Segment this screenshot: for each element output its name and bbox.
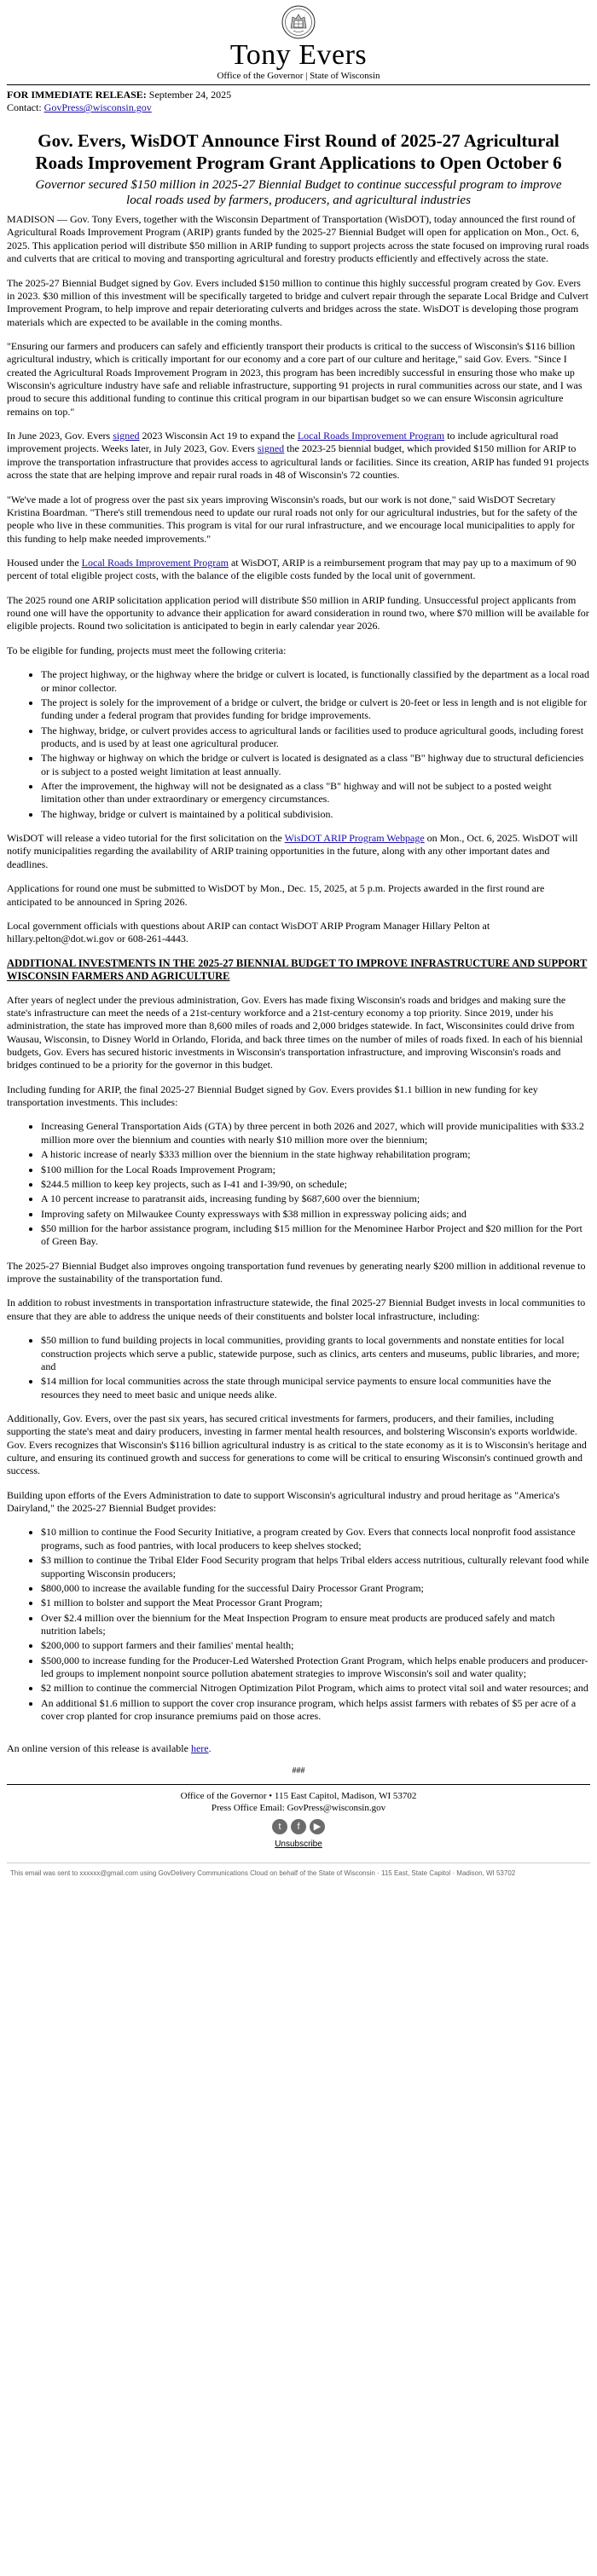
- headline: Gov. Evers, WisDOT Announce First Round of 2025-27 Agricultural Roads Improvement Program Grant Applications to Open October 6: [35, 130, 562, 174]
- contact-label: Contact:: [7, 101, 42, 114]
- list-item: • The highway, bridge or culvert is maintained by a political subdivision.: [41, 808, 590, 821]
- unsubscribe-link[interactable]: Unsubscribe: [275, 1839, 322, 1849]
- governor-name: Tony Evers: [229, 39, 368, 71]
- list-item: • $244.5 million to keep key projects, such as I-41 and I-39/90, on schedule;: [41, 1178, 590, 1191]
- footer-divider: [7, 1784, 590, 1785]
- paragraph-local-intro: In addition to robust investments in transportation infrastructure statewide, the final 2025-27 Biennial Budget invests in local communities to ensure that they are able to address the unique needs of their constituents and bolster local infrastructure, including:: [7, 1297, 586, 1322]
- paragraph-round-one: The 2025 round one ARIP solicitation application period will distribute $50 million in ARIP funding. Unsuccessful project applicants from round one will have the opportunity to advance their application for award consideration in round two, where $70 million will be available for eligible projects. Round two solicitation is anticipated to begin in early calendar year 2026.: [7, 593, 589, 632]
- office-subtitle: Office of the Governor | State of Wisconsin: [217, 71, 380, 81]
- list-item: • Increasing General Transportation Aids (GTA) by three percent in both 2026 and 2027, which will provide municipalities with $33.2 million more over the biennium and counties with nearly $10 million more over the biennium;: [41, 1120, 590, 1146]
- list-item: • Improving safety on Milwaukee County expressways with $38 million in expressway policing aids; and: [41, 1208, 590, 1221]
- wisconsin-state-seal-icon: [281, 5, 316, 39]
- footer-press-email: Press Office Email: GovPress@wisconsin.gov: [211, 1802, 386, 1813]
- email-disclaimer: This email was sent to xxxxxx@gmail.com using GovDelivery Communications Cloud on behalf of the State of Wisconsin · 115 East, State Capitol · Madison, WI 53702: [7, 1863, 590, 1883]
- text-span: Housed under the: [7, 556, 82, 569]
- release-meta: [7, 89, 590, 114]
- paragraph-program-details: [7, 557, 590, 583]
- list-item: • A historic increase of nearly $333 million over the biennium in the state highway rehabilitation program;: [41, 1148, 590, 1161]
- section-heading: ADDITIONAL INVESTMENTS IN THE 2025-27 BIENNIAL BUDGET TO IMPROVE INFRASTRUCTURE AND SUPPORT WISCONSIN FARMERS AND AGRICULTURE: [7, 956, 588, 982]
- list-item: • $3 million to continue the Tribal Elder Food Security program that helps Tribal elders access nutritious, culturally relevant food while supporting Wisconsin producers;: [41, 1554, 590, 1580]
- list-item: • The project is solely for the improvement of a bridge or culvert, the bridge or culvert is 20-feet or less in length and is not eligible for funding under a federal program that provides funding for bridge improvements.: [41, 696, 590, 723]
- list-item: • Over $2.4 million over the biennium for the Meat Inspection Program to ensure meat products are produced safely and match nutrition labels;: [41, 1612, 590, 1638]
- list-item: • $800,000 to increase the available funding for the successful Dairy Processor Grant Program;: [41, 1582, 590, 1595]
- local-roads-program-link-2[interactable]: Local Roads Improvement Program: [81, 556, 229, 569]
- paragraph-intro: MADISON — Gov. Tony Evers, together with the Wisconsin Department of Transportation (WisDOT), today announced the first round of Agricultural Roads Improvement Program (ARIP) grants funded by the 2025-27 Biennial Budget will open for application on Mon., Oct. 6, 2025. This application period will distribute $50 million in ARIP funding to support projects across the state focused on improving rural roads and culverts that are critical to moving and transporting agricultural and forestry products efficiently and effectively across the state.: [7, 213, 589, 265]
- contact-email-link[interactable]: GovPress@wisconsin.gov: [43, 101, 152, 114]
- list-item: • A 10 percent increase to paratransit aids, increasing funding by $687,600 over the biennium;: [41, 1193, 590, 1205]
- paragraph-video-tutorial: [7, 832, 590, 871]
- text-span: the 2023-25 biennial budget, which provided $150 million for ARIP to improve the transportation infrastructure that provides access to agricultural lands or facilities. Since its creation, ARIP has funded 91 projects across the state that are helping improve and repair rural roads in 48 of Wisconsin's 72 counties.: [7, 442, 589, 482]
- list-item: • $50 million to fund building projects in local communities, providing grants to local governments and nonstate entities for local construction projects which serve a public, statewide purpose, such as clinics, arts centers and museums, public libraries, and more; and: [41, 1334, 590, 1373]
- text-span: WisDOT will release a video tutorial for the first solicitation on the: [7, 832, 285, 845]
- list-item: • $10 million to continue the Food Security Initiative, a program created by Gov. Evers that connects local nonprofit food assistance programs, such as food pantries, with local producers to keep shelves stocked;: [41, 1526, 590, 1552]
- paragraph-transport-intro: Including funding for ARIP, the final 2025-27 Biennial Budget signed by Gov. Evers provides $1.1 billion in new funding for key transportation investments. This includes:: [7, 1083, 538, 1109]
- header-divider: [7, 84, 590, 85]
- social-links: [7, 1819, 590, 1834]
- eligibility-criteria-list: [7, 668, 590, 821]
- twitter-icon[interactable]: t: [272, 1819, 287, 1834]
- paragraph-history: [7, 430, 590, 482]
- text-span: .: [208, 1741, 212, 1754]
- list-item: • $14 million for local communities across the state through municipal service payments to ensure local communities have the resources they need to meet basic and unique needs alike.: [41, 1375, 590, 1401]
- list-item: • The highway, bridge, or culvert provides access to agricultural lands or facilities used to produce agricultural goods, including forest products, and is used by at least one agricultural producer.: [41, 725, 590, 751]
- online-version-link[interactable]: here: [190, 1741, 209, 1754]
- facebook-icon[interactable]: f: [291, 1819, 306, 1834]
- paragraph-contact: Local government officials with questions about ARIP can contact WisDOT ARIP Program Manager Hillary Pelton at hillary.pelton@dot.wi.gov or 608-261-4443.: [7, 919, 490, 945]
- paragraph-infrastructure: After years of neglect under the previous administration, Gov. Evers has made fixing Wisconsin's roads and bridges and making sure the state's infrastructure can meet the needs of a 21st-century workforce and a 21st-century economy a top priority. Since 2019, under his administration, the state has improved more than 8,600 miles of roads and 2,000 bridges statewide. In fact, Wisconsinites could drive from Wausau, Wisconsin, to Disney World in Orlando, Florida, and back three times on the number of miles of roads fixed. In each of his biennial budgets, Gov. Evers has secured historic investments in Wisconsin's transportation infrastructure, and improving Wisconsin's roads and bridges continued to be a priority for the governor in this budget.: [7, 993, 583, 1071]
- youtube-icon[interactable]: ▶: [310, 1819, 325, 1834]
- footer: [7, 1790, 590, 1851]
- paragraph-deadline: Applications for round one must be submitted to WisDOT by Mon., Dec. 15, 2025, at 5 p.m. Projects awarded in the first round are anticipated to be announced in Spring 2026.: [7, 882, 545, 908]
- text-span: 2023 Wisconsin Act 19 to expand the: [139, 430, 298, 442]
- agriculture-investments-list: [7, 1526, 590, 1723]
- text-span: at WisDOT, ARIP is a reimbursement program that may pay up to a maximum of 90 percent of total eligible project costs, with the balance of the eligible costs funded by the local unit of government.: [7, 556, 577, 582]
- subheadline: Governor secured $150 million in 2025-27 Biennial Budget to continue successful program to improve local roads used by farmers, producers, and agricultural industries: [35, 178, 562, 208]
- text-span: An online version of this release is available: [7, 1741, 191, 1754]
- list-item: • $2 million to continue the commercial Nitrogen Optimization Pilot Program, which aims to protect vital soil and water resources; and: [41, 1682, 590, 1695]
- list-item: • The highway or highway on which the bridge or culvert is located is designated as a class "B" highway due to structural deficiencies or is subject to a posted weight limitation at least annually.: [41, 752, 590, 778]
- text-span: In June 2023, Gov. Evers: [7, 430, 113, 442]
- local-investments-list: [7, 1334, 590, 1401]
- end-marker: ###: [292, 1765, 305, 1776]
- text-span: on Mon., Oct. 6, 2025. WisDOT will notify municipalities regarding the availability of ARIP training opportunities in the future, along with any other important dates and deadlines.: [7, 832, 578, 870]
- text-span: to include agricultural road improvement projects. Weeks later, in July 2023, Gov. Evers: [7, 430, 559, 455]
- paragraph-revenue: The 2025-27 Biennial Budget also improves ongoing transportation fund revenues by generating nearly $200 million in additional revenue to improve the sustainability of the transportation fund.: [7, 1259, 586, 1285]
- list-item: • $1 million to bolster and support the Meat Processor Grant Program;: [41, 1597, 590, 1609]
- paragraph-eligibility-intro: To be eligible for funding, projects must meet the following criteria:: [7, 644, 287, 656]
- paragraph-budget: The 2025-27 Biennial Budget signed by Gov. Evers included $150 million to continue this highly successful program created by Gov. Evers in 2023. $30 million of this investment will be specifically targeted to bridge and culvert repair through the separate Local Bridge and Culvert Improvement Program, to help improve and repair deteriorating culverts and bridges across the state. WisDOT is developing those program materials which are expected to be available in the coming months.: [7, 276, 588, 328]
- paragraph-secretary-quote: "We've made a lot of progress over the past six years improving Wisconsin's roads, but our work is not done," said WisDOT Secretary Kristina Boardman. "There's still tremendous need to update our rural roads not only for our agricultural industries, but for the safety of the people who live in these communities. This program is vital for our rural infrastructure, and we encourage local municipalities to apply for this funding to help make needed improvements.": [7, 493, 577, 545]
- list-item: • An additional $1.6 million to support the cover crop insurance program, which helps assist farmers with rebates of $5 per acre of a cover crop planted for crop insurance premiums paid on those acres.: [41, 1697, 590, 1724]
- online-version: [7, 1742, 590, 1755]
- release-label: FOR IMMEDIATE RELEASE:: [7, 89, 147, 101]
- paragraph-dairyland: Building upon efforts of the Evers Administration to date to support Wisconsin's agricultural industry and proud heritage as "America's Dairyland," the 2025-27 Biennial Budget provides:: [7, 1488, 560, 1515]
- paragraph-governor-quote: "Ensuring our farmers and producers can safely and efficiently transport their products is critical to the success of Wisconsin's $116 billion agricultural industry, which is critically important for our economy and a core part of our culture and heritage," said Gov. Evers. "Since I created the Agricultural Roads Improvement Program in 2023, this program has been incredibly successful in ensuring those who make up Wisconsin's agriculture industry have safe and reliable infrastructure, supporting 91 projects in rural communities across our state, and I was proud to secure this additional funding to continue this critical program in our bipartisan budget so we can ensure Wisconsin agriculture remains on top.": [7, 339, 583, 418]
- list-item: • $200,000 to support farmers and their families' mental health;: [41, 1639, 590, 1652]
- list-item: • $50 million for the harbor assistance program, including $15 million for the Menominee Harbor Project and $20 million for the Port of Green Bay.: [41, 1222, 590, 1249]
- list-item: • $100 million for the Local Roads Improvement Program;: [41, 1164, 590, 1176]
- release-date: September 24, 2025: [148, 89, 232, 101]
- list-item: • The project highway, or the highway where the bridge or culvert is located, is functionally classified by the department as a local road or minor collector.: [41, 668, 590, 695]
- paragraph-agriculture: Additionally, Gov. Evers, over the past six years, has secured critical investments for farmers, producers, and their families, including supporting the state's meat and dairy producers, investing in farmer mental health resources, and bolstering Wisconsin's exports worldwide. Gov. Evers recognizes that Wisconsin's $116 billion agricultural industry is as critical to the state economy as it is to Wisconsin's heritage and culture, and ensuring its continued growth and success for generations to come will be critical to ensuring Wisconsin's continued growth and success.: [7, 1412, 587, 1477]
- list-item: • $500,000 to increase funding for the Producer-Led Watershed Protection Grant Program, which helps enable producers and producer-led groups to implement nonpoint source pollution abatement strategies to improve Wisconsin's soil and water quality;: [41, 1655, 590, 1681]
- signed-act-link[interactable]: signed: [113, 430, 140, 442]
- footer-address: Office of the Governor • 115 East Capitol, Madison, WI 53702: [180, 1790, 417, 1801]
- arip-webpage-link[interactable]: WisDOT ARIP Program Webpage: [284, 832, 425, 845]
- list-item: • After the improvement, the highway will not be designated as a class "B" highway and will not be subject to a posted weight limitation other than under extraordinary or emergency circumstances.: [41, 780, 590, 806]
- transport-investments-list: [7, 1120, 590, 1248]
- header: [0, 0, 597, 82]
- signed-budget-link[interactable]: signed: [257, 442, 285, 455]
- local-roads-program-link[interactable]: Local Roads Improvement Program: [297, 430, 445, 442]
